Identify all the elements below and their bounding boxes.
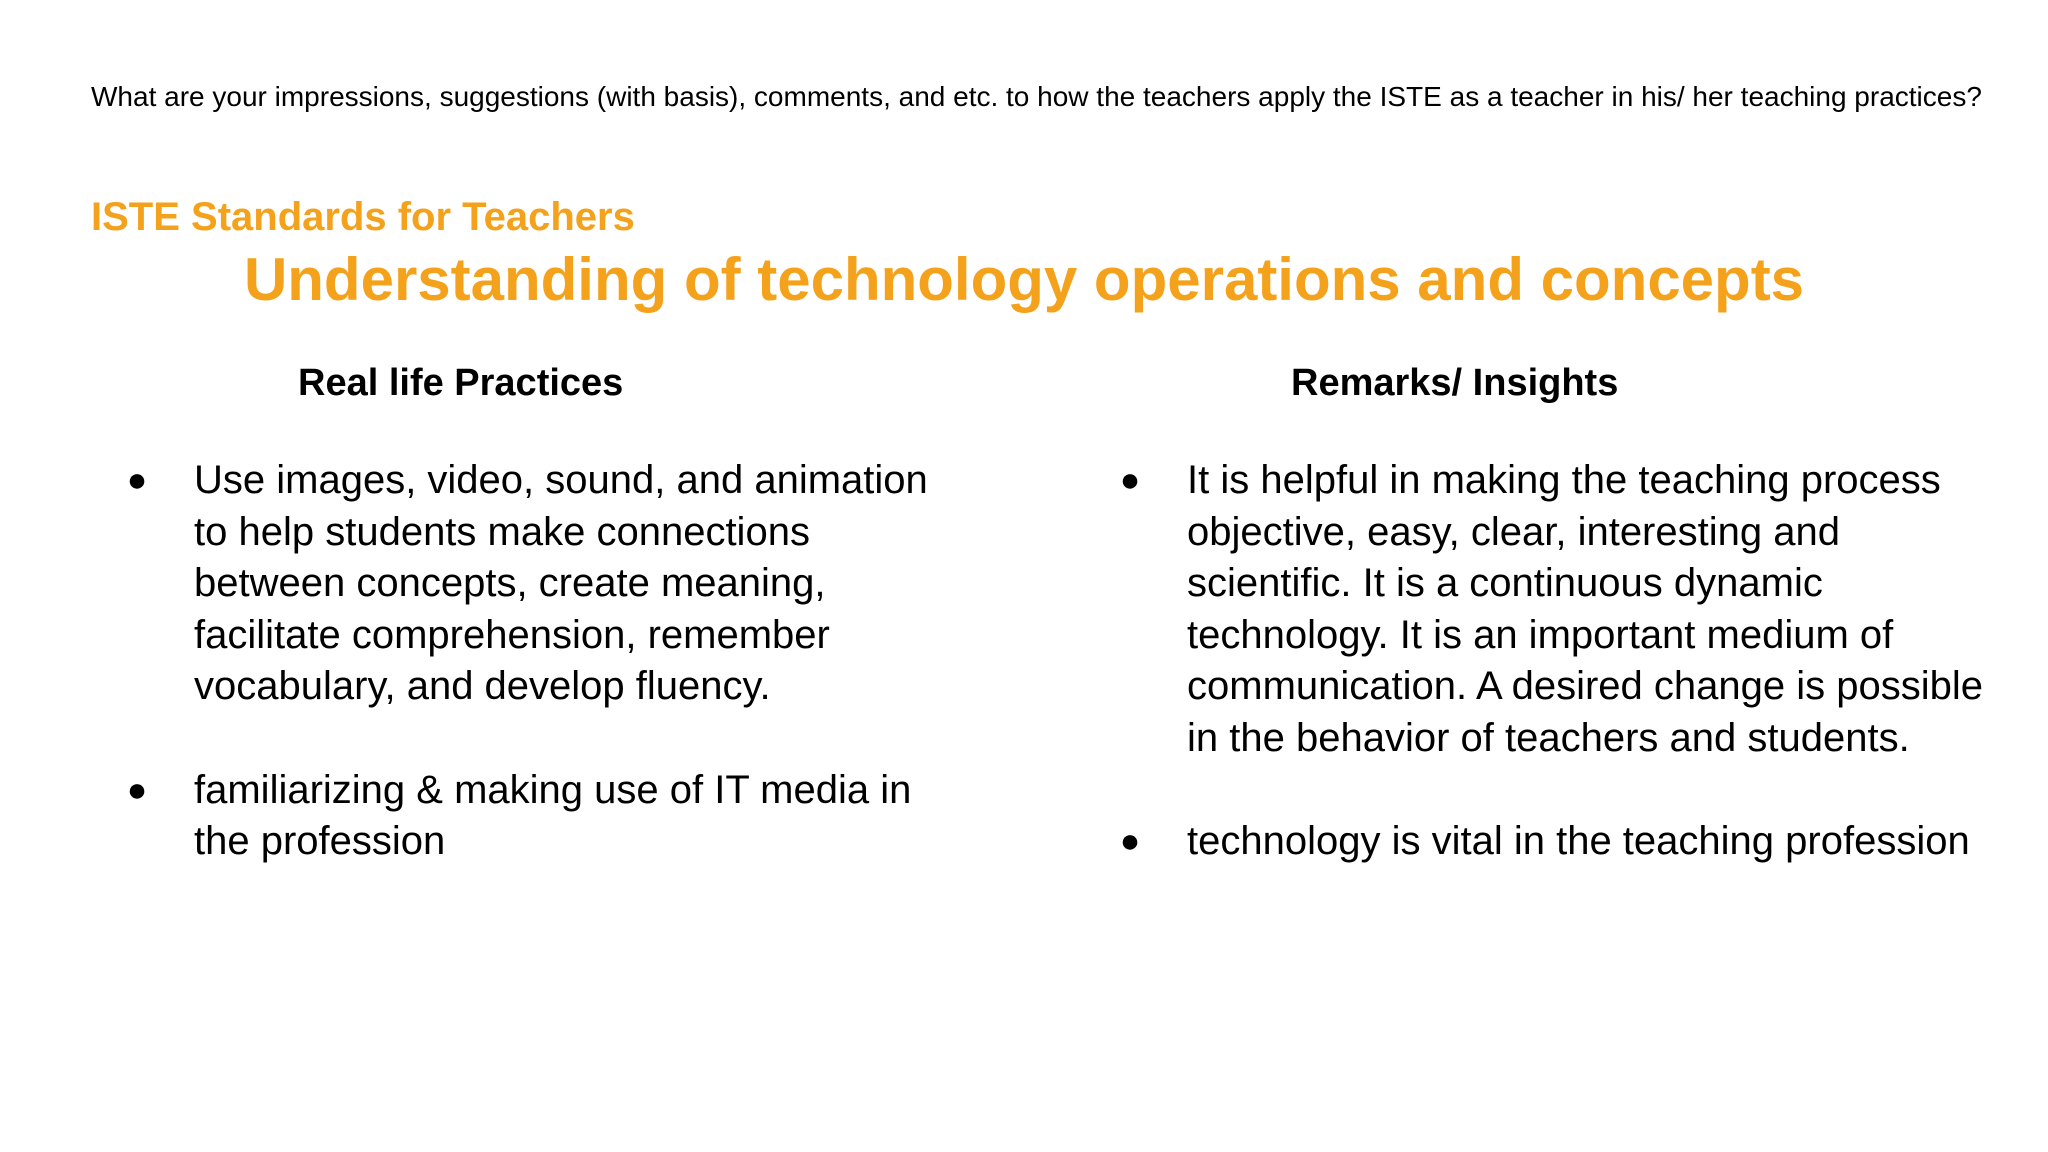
real-life-practices-column: [120, 455, 950, 920]
remarks-list: [1113, 455, 1993, 868]
slide-title: Understanding of technology operations and concepts: [243, 246, 1805, 313]
question-text: What are your impressions, suggestions (with basis), comments, and etc. to how the teachers apply the ISTE as a teacher in his/ her teaching practices?: [91, 81, 1982, 112]
bullet-icon: ●: [1119, 461, 1141, 499]
list-item: [120, 455, 950, 713]
bullet-icon: ●: [1119, 822, 1141, 860]
list-item-text: It is helpful in making the teaching process objective, easy, clear, interesting and scientific. It is a continuous dynamic technology. It is an important medium of communication. A desired change is possible in the behavior of teachers and students.: [1187, 458, 1984, 760]
list-item-text: Use images, video, sound, and animation to help students make connections between concepts, create meaning, facilitate comprehension, remember vocabulary, and develop fluency.: [194, 458, 928, 708]
slide-subtitle: ISTE Standards for Teachers: [91, 195, 635, 239]
real-life-practices-heading: Real life Practices: [298, 362, 624, 404]
bullet-icon: ●: [126, 770, 148, 809]
list-item: [120, 765, 950, 868]
remarks-insights-heading: Remarks/ Insights: [1291, 362, 1619, 404]
list-item-text: familiarizing & making use of IT media in the profession: [194, 767, 912, 863]
remarks-insights-column: [1113, 455, 1993, 920]
bullet-icon: ●: [126, 461, 148, 499]
list-item: [1113, 455, 1993, 764]
practices-list: [120, 455, 950, 868]
list-item: [1113, 816, 1993, 868]
list-item-text: technology is vital in the teaching profession: [1187, 819, 1970, 863]
